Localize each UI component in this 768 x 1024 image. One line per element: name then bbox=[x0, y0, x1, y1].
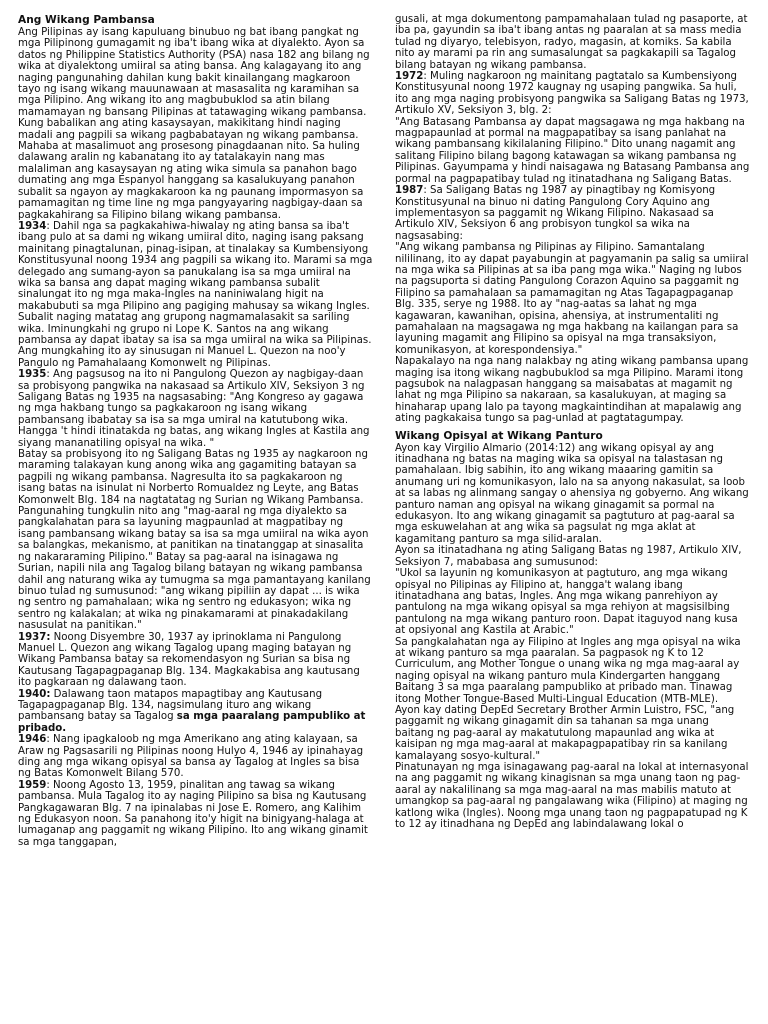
paragraph bbox=[395, 637, 750, 705]
year-label: 1937: bbox=[18, 631, 51, 643]
paragraph-text: Dalawang taon matapos mapagtibay ang Kautusang Tagapagpaganap Blg. 134, nagsimulang ituro ang wikang pambansang batay sa Tagalog bbox=[18, 688, 323, 723]
paragraph bbox=[18, 369, 373, 449]
paragraph-text: : Muling nagkaroon ng mainitang pagtatalo sa Kumbensiyong Konstitusyunal noong 1972 kaugnay ng usaping pangwika. Sa huli, ito ang mga naging probisyong pangwika sa Saligang Batas ng 1973, Artikulo XV, Seksiyon 3, blg. 2: bbox=[395, 71, 749, 117]
left-column bbox=[18, 14, 373, 848]
paragraph-text: Napakalayo na nga nang nalakbay ng ating wikang pambansa upang maging isa itong wikang nagbubuklod sa mga Pilipino. Marami itong pagsubok na nalagpasan hanggang sa maisabatas at magamit ng lahat ng mga Pilipino sa nakaraan, sa kasalukuyan, at maging sa hinaharap upang lalo pa tayong magkaintindihan at mapalawig ang ating pagkakaisa tungo sa pag-unlad at pagtatagumpay. bbox=[395, 356, 749, 425]
paragraph-text: Pinatunayan ng mga isinagawang pag-aaral na lokal at internasyonal na ang paggamit ng wikang kinagisnan sa mga unang taon ng pag-aaral ay nakalilinang sa mga mag-aaral na mas mabilis matuto at umangkop sa pag-aaral ng pangalawang wika (Filipino) at maging ng katlong wika (Ingles). Noong mga unang taon ng pagpapatupad ng K to 12 ay itinadhana ng DepEd ang labindalawang lokal o bbox=[395, 762, 749, 831]
paragraph-text: "Ang wikang pambansa ng Pilipinas ay Filipino. Samantalang nililinang, ito ay dapat payabungin at pagyamanin pa salig sa umiiral na mga wika sa Pilipinas at sa iba pang mga wika." Naging ng lubos na pagsuporta si dating Pangulong Corazon Aquino sa paggamit ng Filipino sa pamahalaan sa pamamagitan ng Atas Tagapagpaganap Blg. 335, serye ng 1988. Ito ay "nag-aatas sa lahat ng mga kagawaran, kawanihan, opisina, ahensiya, at instrumentaliti ng pamahalaan na magsagawa ng mga hakbang na kailangan para sa layuning magamit ang Filipino sa opisyal na mga transaksiyon, komunikasyon, at korespondensiya." bbox=[395, 242, 749, 356]
paragraph bbox=[395, 71, 750, 117]
year-label: 1934 bbox=[18, 220, 47, 232]
paragraph bbox=[395, 242, 750, 356]
year-label: 1940: bbox=[18, 688, 51, 700]
paragraph-text: Noong Disyembre 30, 1937 ay iprinoklama ni Pangulong Manuel L. Quezon ang wikang Tagalog upang maging batayan ng Wikang Pambansa batay sa rekomendasyon ng Surian sa bisa ng Kautusang Tagapagpaganap Blg. 134. Magkakabisa ang kautusang ito pagkaraan ng dalawang taon. bbox=[18, 631, 360, 689]
paragraph bbox=[395, 14, 750, 71]
paragraph-text: Ayon kay Virgilio Almario (2014:12) ang wikang opisyal ay ang itinadhana ng batas na maging wika sa opisyal na talastasan ng pamahalaan. Ibig sabihin, ito ang wikang maaaring gamitin sa anumang uri ng komunikasyon, lalo na sa anyong nakasulat, sa loob at sa labas ng alinmang sangay o ahensiya ng gobyerno. Ang wikang panturo naman ang opisyal na wikang ginagamit sa pormal na edukasyon. Ito ang wikang ginagamit sa pagtuturo at pag-aaral sa mga eskuwelahan at ang wika sa pagsulat ng mga aklat at kagamitang panturo sa mga silid-aralan. bbox=[395, 442, 749, 545]
paragraph-text: Batay sa probisyong ito ng Saligang Batas ng 1935 ay nagkaroon ng maraming talakayan kung anong wika ang gagamiting batayan sa pagpili ng wikang pambansa. Nagresulta ito sa pagkakaroon ng isang batas na isinulat ni Norberto Romualdez ng Leyte, ang Batas Komonwelt Blg. 184 na nagtatatag ng Surian ng Wikang Pambansa. Pangunahing tungkulin nito ang "mag-aaral ng mga diyalekto sa pangkalahatan para sa layuning magpaunlad at magpatibay ng isang pambansang wikang batay sa isa sa mga umiiral na wika ayon sa balangkas, mekanismo, at panitikan na tinatanggap at sinasalita ng nakararaming Pilipino." Batay sa pag-aaral na isinagawa ng Surian, napili nila ang Tagalog bilang batayan ng wikang pambansa dahil ang naturang wika ay tumugma sa mga pamantayang kanilang binuo tulad ng sumusunod: "ang wikang pipiliin ay dapat ... is wika ng sentro ng pamahalaan; wika ng sentro ng edukasyon; wika ng sentro ng kalakalan; at wika ng pinakamarami at pinakadakilang nasusulat na panitikan." bbox=[18, 449, 371, 632]
paragraph-text: "Ang Batasang Pambansa ay dapat magsagawa ng mga hakbang na magpapaunlad at pormal na magpapatibay sa isang panlahat na wikang pambansang kikilalaning Filipino." Dito unang nagamit ang salitang Filipino bilang bagong katawagan sa wikang pambansa ng Pilipinas. Gayumpama y hindi naisagawa ng Batasang Pambansa ang pormal na pagpapatibay tulad ng itinatadhana ng Saligang Batas. bbox=[395, 116, 750, 185]
year-label: 1935 bbox=[18, 369, 47, 381]
paragraph bbox=[18, 449, 373, 632]
year-label: 1946 bbox=[18, 734, 47, 746]
paragraph-text: Kung babalikan ang ating kasaysayan, makikitang hindi naging madali ang pagpili sa wikang pagbabatayan ng wikang pambansa. Mahaba at masalimuot ang prosesong pinagdaanan nito. Sa huling dalawang aralin ng kabanatang ito ay tatalakayin nang mas malaliman ang kasaysayan ng ating wika simula sa panahon bago dumating ang mga Espanyol hanggang sa kasalukuyang panahon subalit sa ngayon ay magkakaroon ka ng paunang impormasyon sa pamamagitan ng time line ng mga pangyayaring nagbigay-daan sa pagkakahirang sa Filipino bilang wikang pambansa. bbox=[18, 118, 364, 221]
paragraph bbox=[18, 689, 373, 735]
paragraph bbox=[395, 762, 750, 830]
paragraph bbox=[18, 734, 373, 780]
paragraph-text: "Ukol sa layunin ng komunikasyon at pagtuturo, ang mga wikang opisyal no Pilipinas ay Filipino at, hangga't walang ibang itinatadhana ang batas, Ingles. Ang mga wikang panrehiyon ay pantulong na mga wikang opisyal sa mga rehiyon at magsisilbing pantulong na mga wikang panturo roon. Dapat itaguyod nang kusa at opsiyonal ang Kastila at Arabic." bbox=[395, 568, 738, 637]
paragraph bbox=[395, 545, 750, 568]
two-column-body bbox=[18, 14, 750, 848]
paragraph-text: Subalit naging matatag ang grupong nagmamalasakit sa sariling wika. Iminungkahi ng grupo ni Lope K. Santos na ang wikang pambansa ay dapat ibatay sa isa sa mga umiiral na wika sa Pilipinas. Ang mungkahing ito ay sinusugan ni Manuel L. Quezon na noo'y Pangulo ng Pamahalaang Komonwelt ng Pilipinas. bbox=[18, 312, 372, 369]
paragraph-text: : Ang pagsusog na ito ni Pangulong Quezon ay nagbigay-daan sa probisyong pangwika na nakasaad sa Artikulo XIV, Seksiyon 3 ng Saligang Batas ng 1935 na nagsasabing: "Ang Kongreso ay gagawa ng mga hakbang tungo sa pagkakaroon ng isang wikang pambansang ibabatay sa isa sa mga umiral na katutubong wika. Hangga 't hindi itinatakda ng batas, ang wikang Ingles at Kastila ang siyang mananatiling opisyal na wika. " bbox=[18, 369, 370, 449]
paragraph-text: : Nang ipagkaloob ng mga Amerikano ang ating kalayaan, sa Araw ng Pagsasarili ng Pilipinas noong Hulyo 4, 1946 ay ipinahayag ding ang mga wikang opisyal sa bansa ay Tagalog at Ingles sa bisa ng Batas Komonwelt Bilang 570. bbox=[18, 734, 364, 780]
paragraph bbox=[395, 705, 750, 762]
page-title: Ang Wikang Pambansa bbox=[18, 14, 155, 26]
paragraph bbox=[18, 118, 373, 221]
year-label: 1987 bbox=[395, 185, 424, 197]
paragraph bbox=[18, 780, 373, 848]
paragraph-text: Ayon kay dating DepEd Secretary Brother Armin Luistro, FSC, "ang paggamit ng wikang ginagamit din sa tahanan sa mga unang baitang ng pag-aaral ay makatutulong mapaunlad ang wika at kaisipan ng mga mag-aaral at makapagpapatibay rin sa kanilang kamalayang sosyo-kultural." bbox=[395, 704, 735, 762]
paragraph-text: gusali, at mga dokumentong pampamahalaan tulad ng pasaporte, at iba pa, gayundin sa iba't ibang antas ng paaralan at sa mass media tulad ng diyaryo, telebisyon, radyo, magasin, at komiks. Sa kabila nito ay marami pa rin ang sumasalungat sa pagkakapili sa Tagalog bilang batayan ng wikang pambansa. bbox=[395, 14, 748, 71]
right-column bbox=[395, 14, 750, 848]
paragraph bbox=[395, 117, 750, 185]
year-label: 1959 bbox=[18, 779, 47, 791]
paragraph bbox=[395, 568, 750, 636]
paragraph bbox=[18, 221, 373, 312]
paragraph-text: Ayon sa itinatadhana ng ating Saligang Batas ng 1987, Artikulo XIV, Seksiyon 7, mababasa ang sumusunod: bbox=[395, 545, 742, 568]
paragraph-text: Ang Pilipinas ay isang kapuluang binubuo ng bat ibang pangkat ng mga Pilipinong gumagamit ng iba't ibang wika at diyalekto. Ayon sa datos ng Philippine Statistics Authority (PSA) nasa 182 ang bilang ng wika at diyalektong umiiral sa ating bansa. Ang kalagayang ito ang naging pangunahing dahilan kung bakit kinailangang magkaroon tayo ng isang wikang mauunawaan at masasalita ng karamihan sa mga Pilipino. Ang wikang ito ang magbubuklod sa atin bilang mamamayan ng bansang Pilipinas at tatawaging wikang pambansa. bbox=[18, 27, 370, 118]
paragraph-text: Sa pangkalahatan nga ay Filipino at Ingles ang mga opisyal na wika at wikang panturo sa mga paaralan. Sa pagpasok ng K to 12 Curriculum, ang Mother Tongue o unang wika ng mga mag-aaral ay naging opisyal na wikang panturo mula Kindergarten hanggang Baitang 3 sa mga paaralang pampubliko at pribado man. Tinawag itong Mother Tongue-Based Multi-Lingual Education (MTB-MLE). bbox=[395, 636, 741, 705]
paragraph bbox=[395, 356, 750, 424]
paragraph bbox=[395, 443, 750, 546]
paragraph-text: : Noong Agosto 13, 1959, pinalitan ang tawag sa wikang pambansa. Mula Tagalog ito ay naging Pilipino sa bisa ng Kautusang Pangkagawaran Blg. 7 na ipinalabas ni Jose E. Romero, ang Kalihim ng Edukasyon noon. Sa panahong ito'y higit na binigyang-halaga at lumaganap ang paggamit ng wikang Pilipino. Ito ang wikang ginamit sa mga tanggapan, bbox=[18, 779, 368, 848]
paragraph-text: : Sa Saligang Batas ng 1987 ay pinagtibay ng Komisyong Konstitusyunal na binuo ni dating Pangulong Cory Aquino ang implementasyon sa paggamit ng Wikang Filipino. Nakasaad sa Artikulo XIV, Seksiyon 6 ang probisyon tungkol sa wika na nagsasabing: bbox=[395, 185, 716, 242]
year-label: 1972 bbox=[395, 71, 424, 83]
emphasis-text: sa mga paaralang pampubliko at pribado. bbox=[18, 711, 366, 734]
section-heading: Wikang Opisyal at Wikang Panturo bbox=[395, 429, 603, 442]
paragraph bbox=[395, 185, 750, 242]
paragraph bbox=[18, 27, 373, 118]
paragraph-text: : Dahil nga sa pagkakahiwa-hiwalay ng ating bansa sa iba't ibang pulo at sa dami ng wikang umiiral dito, naging isang paksang mainitang pinagtalunan, pinag-isipan, at tinalakay sa Kumbensiyong Konstitusyunal noong 1934 ang pagpili sa wikang ito. Marami sa mga delegado ang sumang-ayon sa panukalang isa sa mga umiiral na wika sa bansa ang dapat maging wikang pambansa subalit sinalungat ito ng mga maka-Ingles na naniniwalang higit na makabubuti sa mga Pilipino ang pagiging mahusay sa wikang Ingles. bbox=[18, 220, 373, 312]
paragraph bbox=[18, 632, 373, 689]
paragraph bbox=[18, 312, 373, 369]
